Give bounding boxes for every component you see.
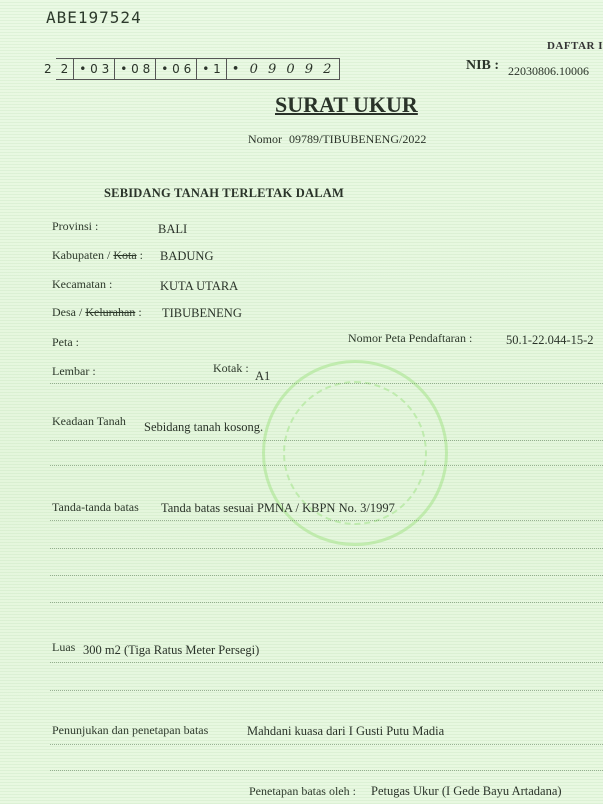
desa-label: Desa / Kelurahan :	[52, 305, 142, 319]
peta-pendaftaran-label: Nomor Peta Pendaftaran :	[348, 331, 473, 345]
kecamatan-label: Kecamatan :	[52, 277, 113, 291]
keadaan-value: Sebidang tanah kosong.	[144, 420, 264, 434]
box-cell: • 0 8	[115, 58, 156, 80]
provinsi-label: Provinsi :	[52, 219, 99, 233]
register-number-boxes	[40, 58, 340, 80]
dotted-rule	[50, 770, 603, 771]
dotted-rule	[50, 465, 603, 466]
dotted-rule	[50, 520, 603, 521]
box-cell: • 0 6	[156, 58, 197, 80]
nib-label: NIB :	[466, 58, 500, 73]
dotted-rule	[50, 662, 603, 663]
kabupaten-value: BADUNG	[160, 249, 214, 263]
penetapan-label: Penetapan batas oleh :	[249, 784, 356, 798]
dotted-rule	[50, 383, 603, 384]
box-cell: 2	[56, 58, 75, 80]
daftar-label: DAFTAR I	[546, 40, 603, 52]
box-cell: • 1	[197, 58, 227, 80]
peta-pendaftaran-value: 50.1-22.044-15-2	[506, 333, 594, 347]
document-title: SURAT UKUR	[275, 92, 418, 117]
dotted-rule	[50, 440, 603, 441]
penunjukan-value: Mahdani kuasa dari I Gusti Putu Madia	[247, 724, 445, 738]
dotted-rule	[50, 548, 603, 549]
nib-value: 22030806.10006	[508, 64, 589, 78]
kabupaten-label: Kabupaten / Kota :	[52, 248, 143, 262]
lembar-label: Lembar :	[52, 364, 96, 378]
batas-value: Tanda batas sesuai PMNA / KBPN No. 3/1997	[161, 501, 395, 515]
dotted-rule	[50, 602, 603, 603]
provinsi-value: BALI	[158, 222, 188, 236]
dotted-rule	[50, 744, 603, 745]
batas-label: Tanda-tanda batas	[52, 500, 139, 514]
dotted-rule	[50, 575, 603, 576]
desa-value: TIBUBENENG	[162, 306, 242, 320]
kecamatan-value: KUTA UTARA	[160, 279, 239, 293]
nomor-label: Nomor	[248, 132, 282, 146]
serial-number: ABE197524	[46, 8, 142, 27]
penunjukan-label: Penunjukan dan penetapan batas	[52, 723, 209, 737]
nomor-line	[248, 132, 426, 147]
watermark-seal	[262, 360, 448, 546]
peta-label: Peta :	[52, 335, 79, 349]
nomor-value: 09789/TIBUBENENG/2022	[289, 132, 427, 146]
keadaan-label: Keadaan Tanah	[52, 414, 126, 428]
kotak-value: A1	[255, 369, 271, 383]
box-lead: 2	[44, 62, 52, 76]
section-heading: SEBIDANG TANAH TERLETAK DALAM	[104, 186, 344, 200]
luas-label: Luas	[52, 640, 76, 654]
dotted-rule	[50, 690, 603, 691]
box-cell: • 0 3	[74, 58, 115, 80]
penetapan-value: Petugas Ukur (I Gede Bayu Artadana)	[371, 784, 562, 798]
luas-value: 300 m2 (Tiga Ratus Meter Persegi)	[83, 643, 260, 657]
kotak-label: Kotak :	[213, 361, 249, 375]
box-cell-handwritten: • 0 9 0 9 2	[227, 58, 341, 80]
